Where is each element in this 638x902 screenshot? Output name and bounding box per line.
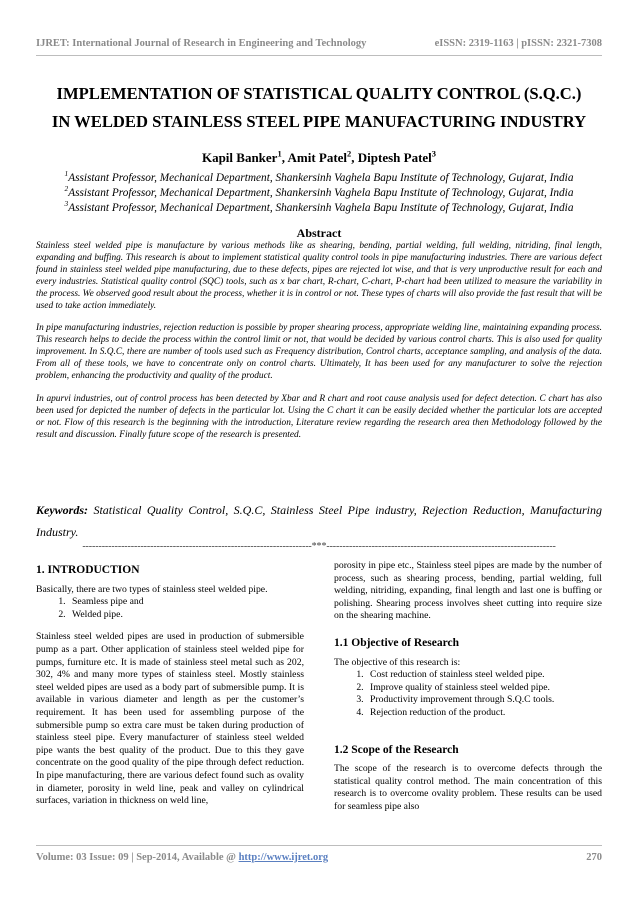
abstract-paragraph: Stainless steel welded pipe is manufacture by various methods like as shearing, bending, partial welding, full welding, nitriding, final length, expanding and buffing. This research is about to implement statistical quality control tools in pipe manufacturing industries. There are various defect found in stainless steel welded pipe manufacturing, due to these defects, pipes are rejected lot wise, and that is very unproductive result for each and every industries. Statistical quality control (SQC) tools, such as x bar chart, R-chart, C-chart, P-chart had been utilized to measure the variability in the process. We observed good result about the process, whether it is in control or not. These types of charts will also provide the fast result that will be used to take action immediately. xyxy=(36,241,602,311)
list-item: 2. Welded pipe. xyxy=(68,609,304,622)
running-header xyxy=(36,38,602,49)
pipe-types-list xyxy=(36,596,304,621)
abstract-body xyxy=(36,241,602,453)
affiliation: $^1$Assistant Professor, Mechanical Department, Shankersinh Vaghela Bapu Institute of Technology, Gujarat, India xyxy=(64,169,574,184)
section-heading-scope: 1.2 Scope of the Research xyxy=(334,743,459,756)
footer-rule xyxy=(36,845,602,846)
section-heading-objective: 1.1 Objective of Research xyxy=(334,636,459,649)
author: Diptesh Patel xyxy=(357,150,432,165)
running-footer xyxy=(36,852,602,863)
abstract-heading: Abstract xyxy=(296,226,342,240)
list-item: 1. Seamless pipe and xyxy=(68,596,304,609)
intro-sentence: Basically, there are two types of stainless steel welded pipe. xyxy=(36,583,268,595)
keywords-label: Keywords: xyxy=(36,503,88,517)
journal-name: IJRET: International Journal of Research in Engineering and Technology xyxy=(36,38,367,49)
objectives-list xyxy=(334,669,602,719)
list-item: 1. Cost reduction of stainless steel welded pipe. xyxy=(366,669,602,682)
affiliation: $^3$Assistant Professor, Mechanical Department, Shankersinh Vaghela Bapu Institute of Technology, Gujarat, India xyxy=(64,199,574,214)
abstract-paragraph: In pipe manufacturing industries, rejection reduction is possible by proper shearing process, appropriate welding line, maintaining expanding process. This research helps to decide the process within the control limit or not, that would be decided by various control charts. This is also used for quality improvement. In S.Q.C, there are number of tools used such as Frequency distribution, Control charts, acceptance sampling, and analysis of the data. From all of these tools, we have to concentrate only on control charts. Ultimately, It has been used for any manufacturer to solve the rejection problem, enhancing the productivity and quality of the product. xyxy=(36,323,602,382)
left-column xyxy=(36,560,304,818)
author-list: Kapil Banker$^1$, Amit Patel$^2$, Diptesh Patel$^3$ xyxy=(201,148,437,165)
affiliations xyxy=(36,171,602,216)
journal-link[interactable]: http://www.ijret.org xyxy=(238,852,329,863)
author: Kapil Banker xyxy=(201,150,278,165)
volume-info: Volume: 03 Issue: 09 | Sep-2014, Available @ http://www.ijret.org xyxy=(36,852,329,863)
paper-title xyxy=(36,80,602,136)
page-number: 270 xyxy=(586,852,602,863)
author-sup: 1 xyxy=(277,148,282,159)
title-line-1: IMPLEMENTATION OF STATISTICAL QUALITY CONTROL (S.Q.C.) xyxy=(56,84,582,103)
title-line-2: IN WELDED STAINLESS STEEL PIPE MANUFACTURING INDUSTRY xyxy=(51,112,587,131)
section-heading-introduction: 1. INTRODUCTION xyxy=(36,564,140,576)
issn: eISSN: 2319-1163 | pISSN: 2321-7308 xyxy=(434,38,602,49)
list-item: 3. Productivity improvement through S.Q.C tools. xyxy=(366,694,602,707)
keywords xyxy=(36,499,602,543)
author-sup: 3 xyxy=(431,148,437,159)
affiliation: $^2$Assistant Professor, Mechanical Department, Shankersinh Vaghela Bapu Institute of Technology, Gujarat, India xyxy=(64,184,574,199)
scope-paragraph: The scope of the research is to overcome defects through the statistical quality control method. The main concentration of this research is to overcome ovality problem. These results can be used for seamless pipe also xyxy=(334,763,602,812)
intro-paragraph: Stainless steel welded pipes are used in production of submersible pump as a part. Other application of stainless steel welded pipe for pumps, furniture etc. It is made of stainless steel metal such as 202, 302, 4% and many more types of stainless steel. Mostly stainless steel welded pipes are used as a body part of submersible pump. It is available in various diameter and length as per the customer’s requirement. It has been used for assembling purpose of the submersible pump so extra care must be taken during production of stainless steel pipe. Every manufacturer of stainless steel welded pipe wants the best quality of the product. Due to this they gave concentrate on the good quality of the pipe through defect reduction. In pipe manufacturing, there are various defect found such as ovality in diameter, porosity in weld line, peak and valley on cylindrical surfaces, variation in thickness on weld line, xyxy=(36,631,304,807)
list-item: 4. Rejection reduction of the product. xyxy=(366,707,602,720)
objective-intro: The objective of this research is: xyxy=(334,656,461,668)
right-column xyxy=(334,560,602,824)
continued-paragraph: porosity in pipe etc., Stainless steel pipes are made by the number of process, such as shearing process, bending, partial welding, full welding, nitriding, expanding, final length and last one is buffing or polishing. Shearing process involves sheet cutting into require size on the shearing machine. xyxy=(334,560,602,622)
keywords-text: Statistical Quality Control, S.Q.C, Stainless Steel Pipe industry, Rejection Reduction, Manufacturing Industry. xyxy=(36,503,603,539)
author-sup: 2 xyxy=(347,148,352,159)
section-separator: -----------------------------------------------------------------------***----------------------------------------------------------------------- xyxy=(82,541,556,552)
author: Amit Patel xyxy=(287,150,348,165)
header-rule xyxy=(36,55,602,56)
list-item: 2. Improve quality of stainless steel welded pipe. xyxy=(366,682,602,695)
abstract-paragraph: In apurvi industries, out of control process has been detected by Xbar and R chart and root cause analysis used for defect detection. C chart has also been used for depicted the number of defects in the particular lot. Using the C chart it can be easily decided whether the particular lots are accepted or not. Flow of this research is the beginning with the introduction, Literature review regarding the research area then Methodology followed by the result and discussion. Finally future scope of the research is presented. xyxy=(36,393,602,440)
